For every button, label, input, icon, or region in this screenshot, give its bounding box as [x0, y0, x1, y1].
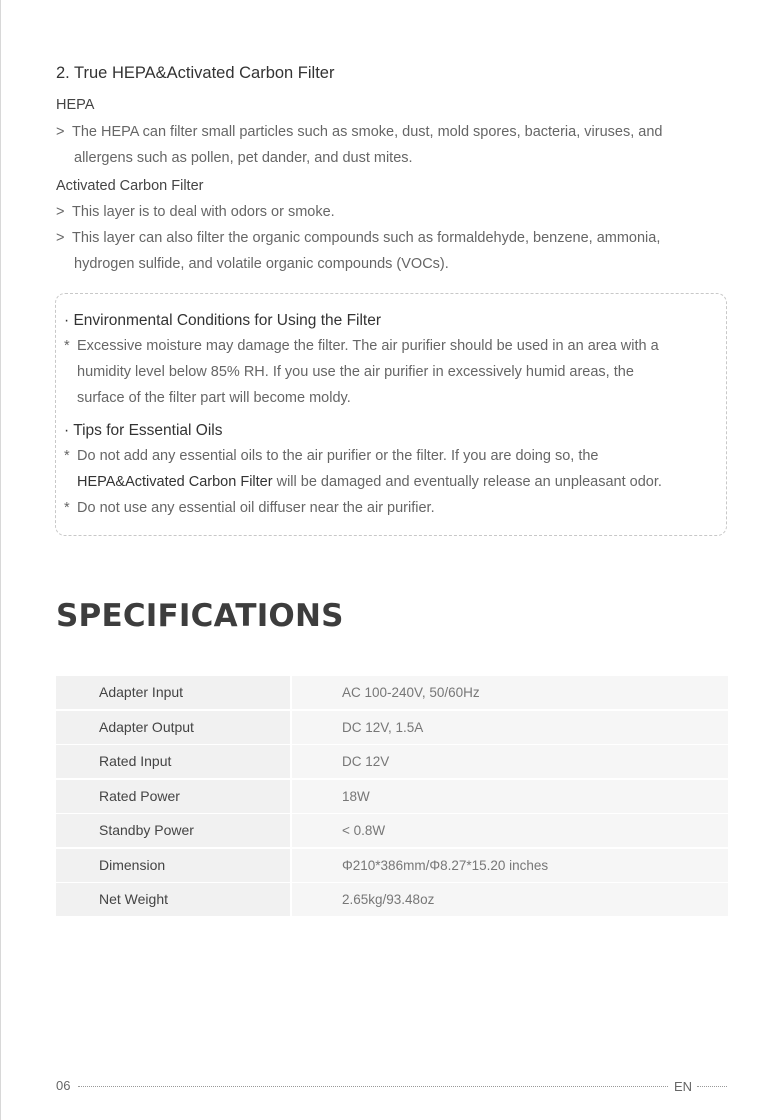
oils-text-2: will be damaged and eventually release an unpleasant odor.: [272, 474, 662, 490]
spec-label: Rated Power: [56, 780, 290, 813]
asterisk-marker: *: [64, 500, 70, 516]
oils-text-1: Do not add any essential oils to the air purifier or the filter. If you are doing so, the: [77, 448, 599, 464]
spec-row: [56, 745, 728, 778]
carbon-text-1: This layer is to deal with odors or smoke.: [72, 204, 335, 220]
spec-value: AC 100-240V, 50/60Hz: [292, 676, 728, 709]
env-text-1: Excessive moisture may damage the filter. The air purifier should be used in an area with a: [77, 338, 659, 354]
specifications-title: SPECIFICATIONS: [56, 598, 344, 634]
spec-value: Φ210*386mm/Φ8.27*15.20 inches: [292, 849, 728, 882]
spec-label: Adapter Output: [56, 711, 290, 744]
hepa-line-2: allergens such as pollen, pet dander, and dust mites.: [74, 150, 413, 166]
spec-label: Dimension: [56, 849, 290, 882]
oils-line-1: [64, 448, 599, 464]
bullet-marker: >: [56, 124, 65, 140]
page-edge: [0, 0, 1, 1120]
spec-value: 2.65kg/93.48oz: [292, 883, 728, 916]
hepa-heading: HEPA: [56, 97, 95, 113]
spec-label: Adapter Input: [56, 676, 290, 709]
hepa-text-1: The HEPA can filter small particles such as smoke, dust, mold spores, bacteria, viruses, and: [72, 124, 663, 140]
carbon-item-2-cont: hydrogen sulfide, and volatile organic compounds (VOCs).: [74, 256, 449, 272]
spec-label: Net Weight: [56, 883, 290, 916]
filter-name-emphasis: HEPA&Activated Carbon Filter: [77, 474, 273, 490]
oils-line-3: [64, 500, 435, 516]
env-line-3: surface of the filter part will become moldy.: [77, 390, 351, 406]
carbon-heading: Activated Carbon Filter: [56, 178, 204, 194]
spec-row: [56, 849, 728, 882]
spec-value: DC 12V, 1.5A: [292, 711, 728, 744]
oils-line-2: [77, 474, 662, 490]
oils-text-3: Do not use any essential oil diffuser near the air purifier.: [77, 500, 435, 516]
carbon-item-2: [56, 230, 660, 246]
spec-value: < 0.8W: [292, 814, 728, 847]
env-heading: · Environmental Conditions for Using the Filter: [64, 312, 382, 329]
env-line-2: humidity level below 85% RH. If you use the air purifier in excessively humid areas, the: [77, 364, 634, 380]
language-label: EN: [674, 1079, 693, 1094]
asterisk-marker: *: [64, 338, 70, 354]
spec-label: Rated Input: [56, 745, 290, 778]
spec-row: [56, 711, 728, 744]
section-title: 2. True HEPA&Activated Carbon Filter: [56, 64, 335, 82]
hepa-line-1: [56, 124, 662, 140]
spec-row: [56, 780, 728, 813]
spec-row: [56, 883, 728, 916]
footer-dotted-rule-end: [697, 1086, 727, 1087]
spec-row: [56, 814, 728, 847]
asterisk-marker: *: [64, 448, 70, 464]
page-number: 06: [56, 1078, 71, 1093]
carbon-item-1: [56, 204, 335, 220]
carbon-text-2: This layer can also filter the organic compounds such as formaldehyde, benzene, ammonia,: [72, 230, 661, 246]
spec-row: [56, 676, 728, 709]
bullet-marker: >: [56, 204, 65, 220]
bullet-marker: >: [56, 230, 65, 246]
spec-value: DC 12V: [292, 745, 728, 778]
env-line-1: [64, 338, 659, 354]
footer-dotted-rule: [78, 1086, 668, 1087]
oils-heading: · Tips for Essential Oils: [64, 422, 223, 439]
spec-label: Standby Power: [56, 814, 290, 847]
spec-value: 18W: [292, 780, 728, 813]
